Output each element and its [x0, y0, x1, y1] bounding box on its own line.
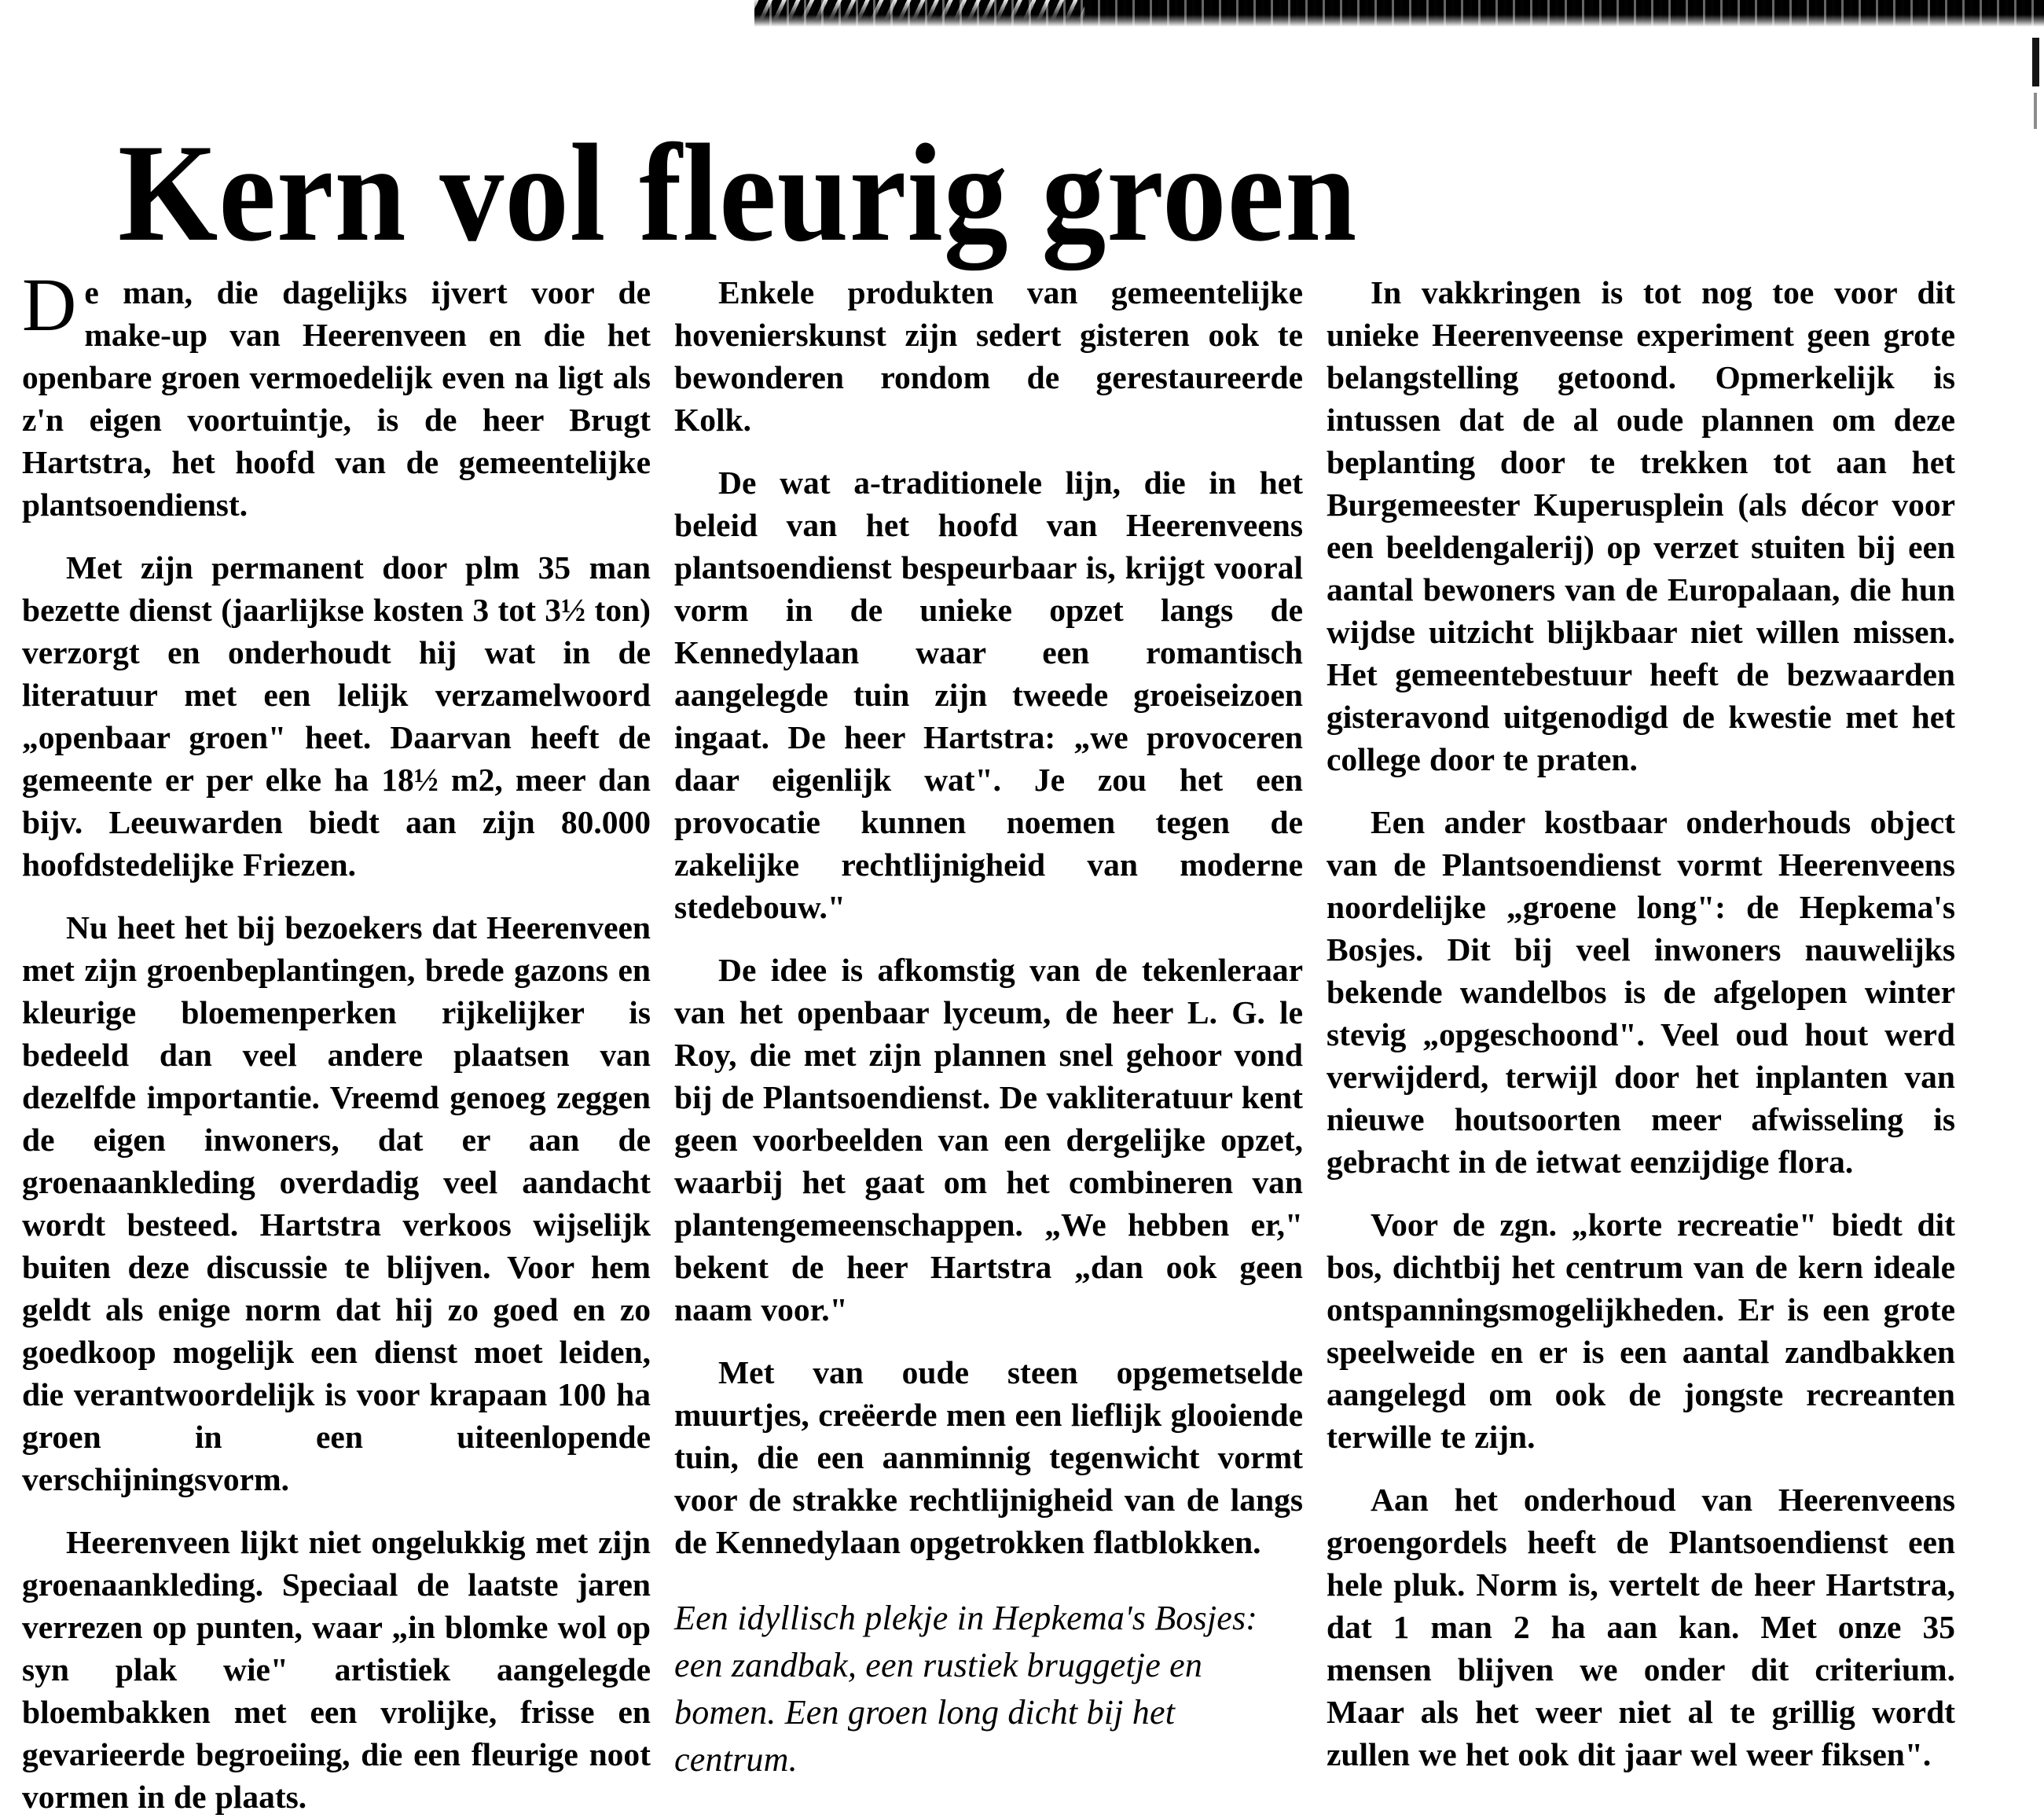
drop-cap: D — [22, 263, 77, 347]
paragraph: Met van oude steen opgemetselde muurtjes, creëerde men een lieflijk glooiende tuin, die een aanminnig tegenwicht vormt voor de strakke rechtlijnigheid van de langs de Kennedylaan opgetrokken flatblokken. — [674, 1354, 1303, 1560]
page-title: Kern vol fleurig groen — [118, 115, 1358, 271]
paragraph: In vakkringen is tot nog toe voor dit unieke Heerenveense experiment geen grote belangstelling getoond. Opmerkelijk is intussen dat de al oude plannen om deze beplanting door te trekken tot aan het Burgemeester Kuperusplein (als décor voor een beeldengalerij) op verzet stuiten bij een aantal bewoners van de Europalaan, die hun wijdse uitzicht blijkbaar niet willen missen. Het gemeentebestuur heeft de bezwaarden gisteravond uitgenodigd de kwestie met het college door te praten. — [1327, 274, 1955, 777]
scan-artifact-top-streaks — [754, 0, 1084, 20]
paragraph: De wat a-traditionele lijn, die in het beleid van het hoofd van Heerenveens plantsoendienst bespeurbaar is, krijgt vooral vorm in de unieke opzet langs de Kennedylaan waar een romantisch aangelegde tuin zijn tweede groeiseizoen ingaat. De heer Hartstra: „we provoceren daar eigenlijk wat". Je zou het een provocatie kunnen noemen tegen de zakelijke rechtlijnigheid van moderne stedebouw." — [674, 465, 1303, 925]
scan-artifact-right-edge-lower — [2034, 93, 2037, 129]
paragraph: Enkele produkten van gemeentelijke hovenierskunst zijn sedert gisteren ook te bewonderen rondom de gerestaureerde Kolk. — [674, 274, 1303, 438]
scan-artifact-right-edge — [2032, 38, 2039, 86]
paragraph-text: e man, die dagelijks ijvert voor de make-up van Heerenveen en die het openbare groen vermoedelijk even na ligt als z'n eigen voortuintje, is de heer Brugt Hartstra, het hoofd van de gemeentelijke plantsoendienst. — [22, 274, 651, 523]
photo-caption: Een idyllisch plekje in Hepkema's Bosjes: een zandbak, een rustiek bruggetje en bomen. Een groen long dicht bij het centrum. — [674, 1599, 1258, 1779]
article-column-1 — [22, 263, 651, 1818]
paragraph: Nu heet het bij bezoekers dat Heerenveen met zijn groenbeplantingen, brede gazons en kleurige bloemenperken rijkelijker is bedeeld dan veel andere plaatsen van dezelfde importantie. Vreemd genoeg zeggen de eigen inwoners, dat er aan de groenaankleding overdadig veel aandacht wordt besteed. Hartstra verkoos wijselijk buiten deze discussie te blijven. Voor hem geldt als enige norm dat hij zo goed en zo goedkoop mogelijk een dienst moet leiden, die verantwoordelijk is voor krapaan 100 ha groen in een uiteenlopende verschijningsvorm. — [22, 909, 651, 1497]
article-column-2 — [674, 271, 1303, 1818]
paragraph-lead — [22, 263, 651, 526]
paragraph: Heerenveen lijkt niet ongelukkig met zijn groenaankleding. Speciaal de laatste jaren verrezen op punten, waar „in blomke wol op syn plak wie" artistiek aangelegde bloembakken met een vrolijke, frisse en gevarieerde begroeiing, die een fleurige noot vormen in de plaats. — [22, 1524, 651, 1815]
article-columns — [22, 263, 2022, 1818]
paragraph: Voor de zgn. „korte recreatie" biedt dit bos, dichtbij het centrum van de kern ideale ontspanningsmogelijkheden. Er is een grote speelweide en er is een aantal zandbakken aangelegd om ook de jongste recreanten terwille te zijn. — [1327, 1206, 1955, 1455]
paragraph: Aan het onderhoud van Heerenveens groengordels heeft de Plantsoendienst een hele pluk. Norm is, vertelt de heer Hartstra, dat 1 man 2 ha aan kan. Met onze 35 mensen blijven we onder dit criterium. Maar als het weer niet al te grillig wordt zullen we het ook dit jaar wel weer fiksen". — [1327, 1482, 1955, 1772]
article-column-3 — [1327, 271, 1955, 1818]
paragraph: Met zijn permanent door plm 35 man bezette dienst (jaarlijkse kosten 3 tot 3½ ton) verzorgt en onderhoudt hij wat in de literatuur met een lelijk verzamelwoord „openbaar groen" heet. Daarvan heeft de gemeente er per elke ha 18½ m2, meer dan bijv. Leeuwarden biedt aan zijn 80.000 hoofdstedelijke Friezen. — [22, 549, 651, 883]
paragraph: De idee is afkomstig van de tekenleraar van het openbaar lyceum, de heer L. G. le Roy, die met zijn plannen snel gehoor vond bij de Plantsoendienst. De vakliteratuur kent geen voorbeelden van een dergelijke opzet, waarbij het gaat om het combineren van plantengemeenschappen. „We hebben er," bekent de heer Hartstra „dan ook geen naam voor." — [674, 952, 1303, 1328]
paragraph: Een ander kostbaar onderhouds object van de Plantsoendienst vormt Heerenveens noordelijke „groene long": de Hepkema's Bosjes. Dit bij veel inwoners nauwelijks bekende wandelbos is de afgelopen winter stevig „opgeschoond". Veel oud hout werd verwijderd, terwijl door het inplanten van nieuwe houtsoorten meer afwisseling is gebracht in de ietwat eenzijdige flora. — [1327, 804, 1955, 1180]
